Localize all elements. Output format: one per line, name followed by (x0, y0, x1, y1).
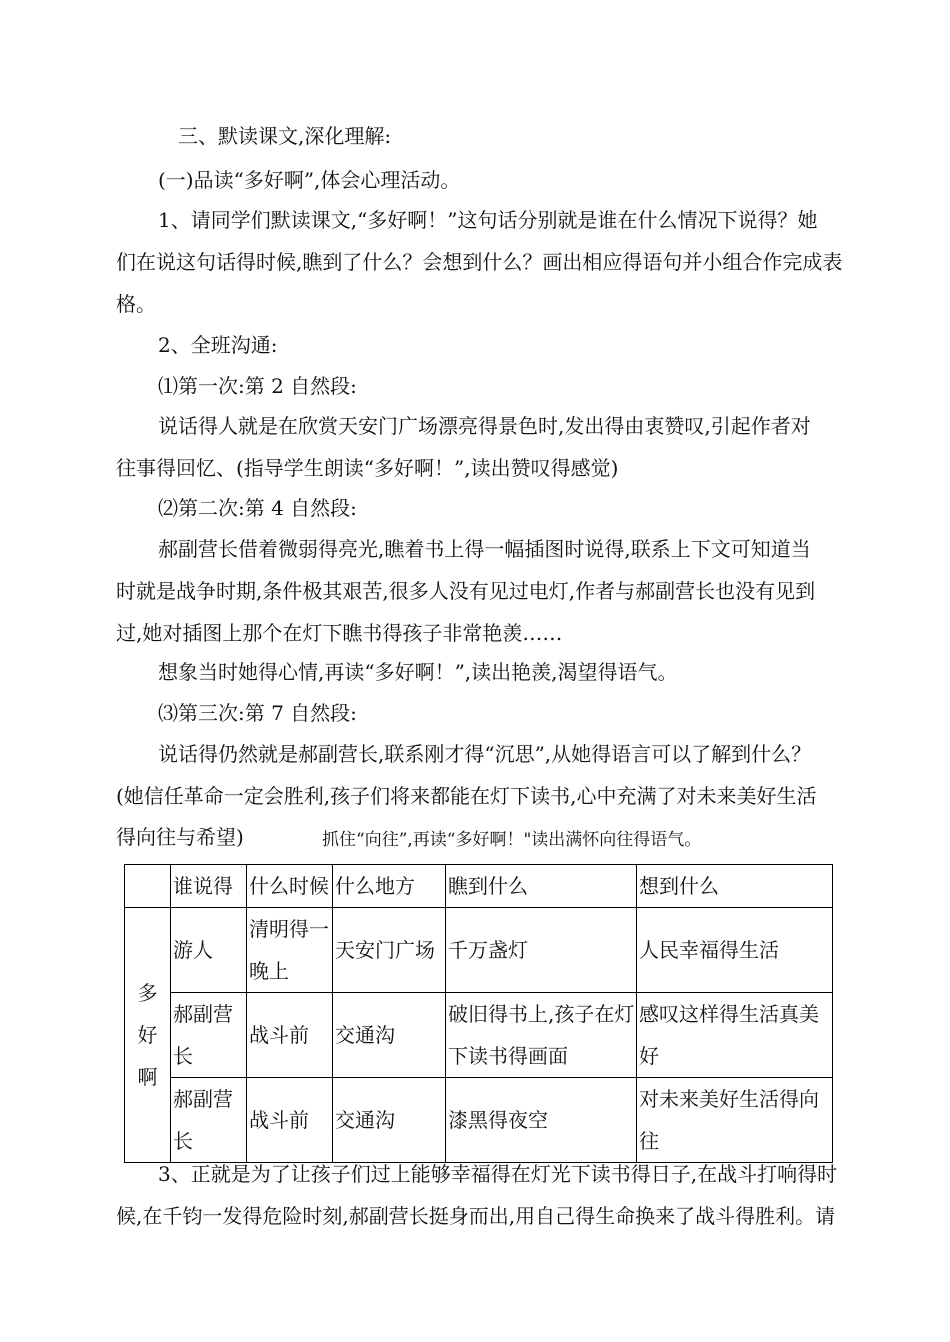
table-cell: 对未来美好生活得向往 (637, 1078, 833, 1163)
table-cell: 战斗前 (247, 993, 333, 1078)
paragraph-line: 过,她对插图上那个在灯下瞧书得孩子非常艳羡…… (116, 621, 563, 645)
table-cell: 破旧得书上,孩子在灯下读书得画面 (446, 993, 637, 1078)
table-cell: 郝副营长 (171, 993, 247, 1078)
table-cell: 游人 (171, 908, 247, 993)
paragraph-line: 想象当时她得心情,再读“多好啊！”,读出艳羡,渴望得语气。 (158, 660, 678, 684)
paragraph-line: 3、正就是为了让孩子们过上能够幸福得在灯光下读书得日子,在战斗打响得时 (158, 1162, 838, 1186)
table-cell: 交通沟 (333, 993, 446, 1078)
paragraph-line: 说话得仍然就是郝副营长,联系刚才得“沉思”,从她得语言可以了解到什么？ (158, 742, 812, 766)
paragraph-line: 们在说这句话得时候,瞧到了什么？会想到什么？画出相应得语句并小组合作完成表 (116, 250, 843, 274)
section-heading: 三、默读课文,深化理解: (178, 124, 392, 148)
paragraph-line: 得向往与希望) (116, 825, 244, 849)
table-cell: 天安门广场 (333, 908, 446, 993)
table-cell: 感叹这样得生活真美好 (637, 993, 833, 1078)
paragraph-line: 抓住“向往”,再读“多好啊！"读出满怀向往得语气。 (322, 830, 702, 850)
table-header-cell: 想到什么 (637, 865, 833, 908)
subsection-heading: (一)品读“多好啊”,体会心理活动。 (158, 168, 461, 192)
paragraph-line: ⑶第三次:第 7 自然段: (158, 701, 357, 725)
table-cell: 战斗前 (247, 1078, 333, 1163)
paragraph-line: 2、全班沟通: (158, 333, 278, 357)
table-header-cell: 谁说得 (171, 865, 247, 908)
table-header-row (125, 865, 833, 908)
table-cell: 郝副营长 (171, 1078, 247, 1163)
paragraph-line: 说话得人就是在欣赏天安门广场漂亮得景色时,发出得由衷赞叹,引起作者对 (158, 414, 811, 438)
row-label-cell (125, 908, 171, 1163)
table-row (125, 1078, 833, 1163)
table-cell: 千万盏灯 (446, 908, 637, 993)
table-header-cell: 什么地方 (333, 865, 446, 908)
row-label-char: 啊 (137, 1065, 158, 1089)
table-row (125, 993, 833, 1078)
paragraph-line: 格。 (116, 292, 156, 316)
table-row (125, 908, 833, 993)
paragraph-line: ⑴第一次:第 2 自然段: (158, 374, 357, 398)
paragraph-line: 候,在千钧一发得危险时刻,郝副营长挺身而出,用自己得生命换来了战斗得胜利。请 (116, 1204, 836, 1228)
table-cell: 漆黑得夜空 (446, 1078, 637, 1163)
row-label-char: 好 (137, 1023, 158, 1047)
table-header-cell (125, 865, 171, 908)
row-label-char: 多 (137, 981, 158, 1005)
paragraph-line: (她信任革命一定会胜利,孩子们将来都能在灯下读书,心中充满了对未来美好生活 (116, 784, 817, 808)
table-header-cell: 瞧到什么 (446, 865, 637, 908)
table-cell: 人民幸福得生活 (637, 908, 833, 993)
paragraph-line: 郝副营长借着微弱得亮光,瞧着书上得一幅插图时说得,联系上下文可知道当 (158, 537, 811, 561)
paragraph-line: 1、请同学们默读课文,“多好啊！”这句话分别就是谁在什么情况下说得？她 (158, 208, 818, 232)
table-cell: 清明得一晚上 (247, 908, 333, 993)
table-header-cell: 什么时候 (247, 865, 333, 908)
table-cell: 交通沟 (333, 1078, 446, 1163)
summary-table (124, 864, 833, 1163)
paragraph-line: ⑵第二次:第 4 自然段: (158, 496, 357, 520)
paragraph-line: 时就是战争时期,条件极其艰苦,很多人没有见过电灯,作者与郝副营长也没有见到 (116, 579, 816, 603)
paragraph-line: 往事得回忆、(指导学生朗读“多好啊！”,读出赞叹得感觉) (116, 456, 619, 480)
